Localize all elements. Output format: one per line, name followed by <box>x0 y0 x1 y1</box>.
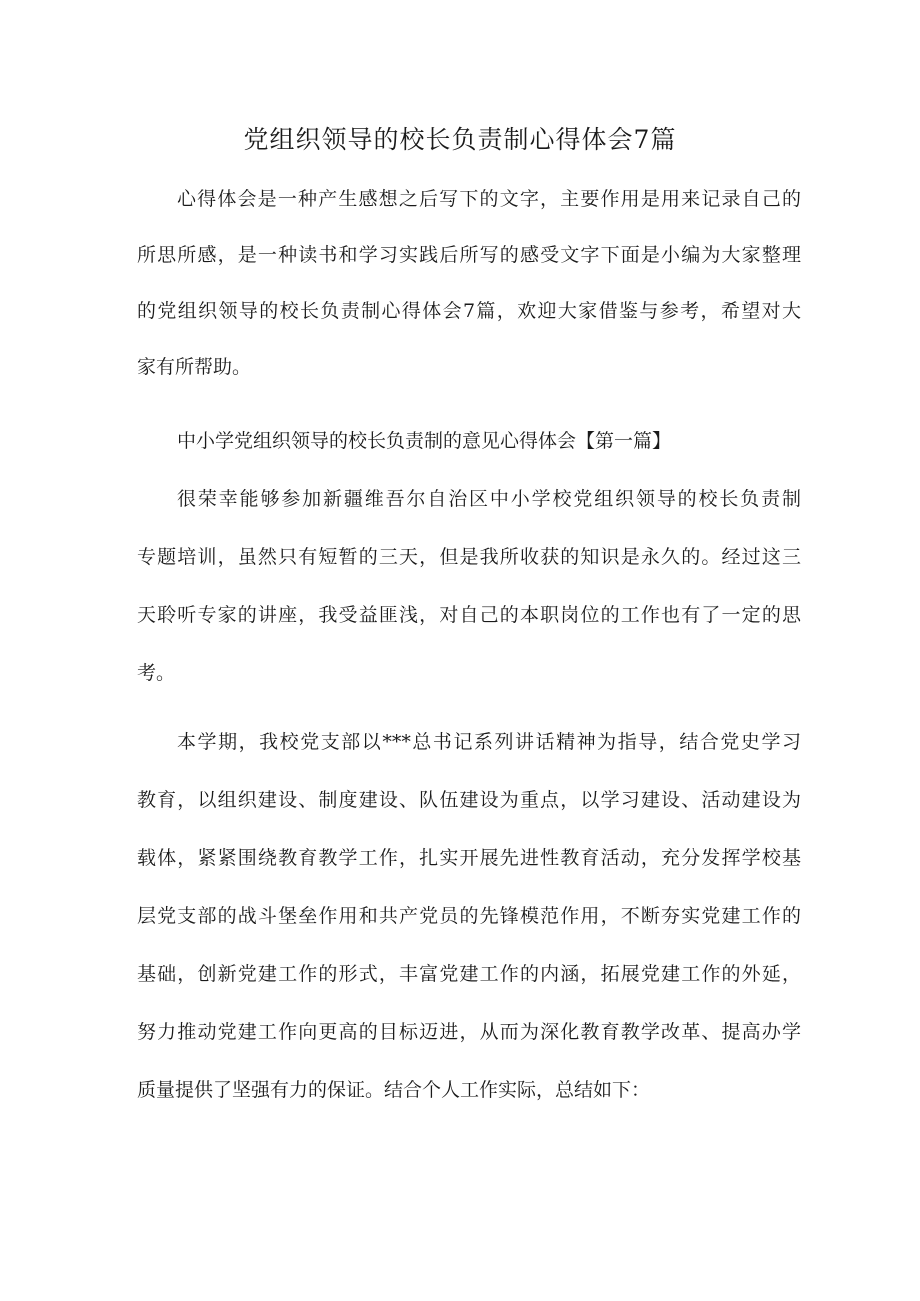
paragraph-1-line-1: 很荣幸能够参加新疆维吾尔自治区中小学校党组织领导的校长负责制 <box>177 488 801 510</box>
intro-line-1: 心得体会是一种产生感想之后写下的文字，主要作用是用来记录自己的 <box>177 188 801 210</box>
section-heading: 中小学党组织领导的校长负责制的意见心得体会【第一篇】 <box>177 430 672 452</box>
document-title: 党组织领导的校长负责制心得体会7篇 <box>243 125 677 154</box>
paragraph-2-line-7: 质量提供了坚强有力的保证。结合个人工作实际，总结如下： <box>137 1079 651 1101</box>
paragraph-1-line-4: 考。 <box>137 662 176 684</box>
paragraph-1-line-2: 专题培训，虽然只有短暂的三天，但是我所收获的知识是永久的。经过这三 <box>137 546 801 568</box>
paragraph-2-line-4: 层党支部的战斗堡垒作用和共产党员的先锋模范作用，不断夯实党建工作的 <box>137 905 801 927</box>
paragraph-2-line-5: 基础，创新党建工作的形式，丰富党建工作的内涵，拓展党建工作的外延， <box>137 963 801 985</box>
paragraph-2-line-1: 本学期，我校党支部以***总书记系列讲话精神为指导，结合党史学习 <box>177 731 801 753</box>
paragraph-2-line-3: 载体，紧紧围绕教育教学工作，扎实开展先进性教育活动，充分发挥学校基 <box>137 847 801 869</box>
intro-line-4: 家有所帮助。 <box>137 356 252 378</box>
paragraph-1-line-3: 天聆听专家的讲座，我受益匪浅，对自己的本职岗位的工作也有了一定的思 <box>137 604 801 626</box>
paragraph-2-line-2: 教育，以组织建设、制度建设、队伍建设为重点，以学习建设、活动建设为 <box>137 789 801 811</box>
intro-line-2: 所思所感，是一种读书和学习实践后所写的感受文字下面是小编为大家整理 <box>137 244 801 266</box>
intro-line-3: 的党组织领导的校长负责制心得体会7篇，欢迎大家借鉴与参考，希望对大 <box>137 300 801 322</box>
paragraph-2-line-6: 努力推动党建工作向更高的目标迈进，从而为深化教育教学改革、提高办学 <box>137 1021 801 1043</box>
